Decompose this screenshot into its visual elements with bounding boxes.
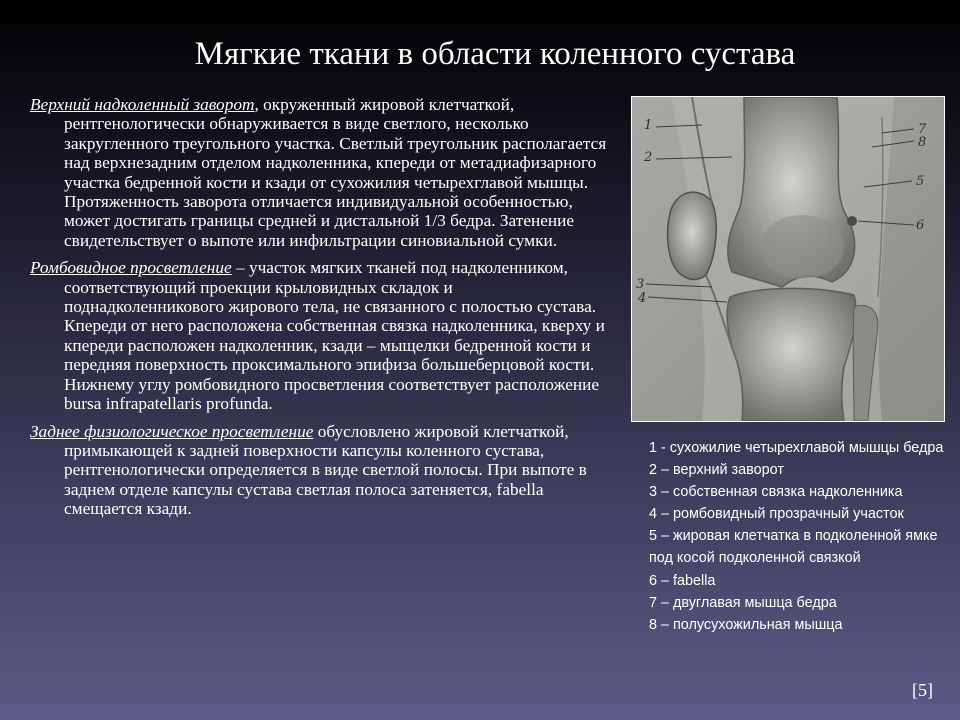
figure-label-8: 8: [918, 135, 927, 150]
paragraph-rhomboid: [30, 258, 610, 413]
figure-label-6: 6: [916, 218, 925, 233]
paragraph-text: , окруженный жировой клетчаткой, рентгенологически обнаруживается в виде светлого, несколько закругленного треугольного участка. Светлый треугольник располагается над верхнезадним отделом надколенника, кпереди от метадиафизарного участка бедренной кости и кзади от сухожилия четырехглавой мышцы. Протяженность заворота отличается индивидуальной особенностью, может достигать границы средней и дистальной 1/3 бедра. Затенение свидетельствует о выпоте или инфильтрации синовиальной сумки.: [64, 95, 607, 250]
legend-item: 3 – собственная связка надколенника: [649, 484, 903, 501]
figure-label-4: 4: [638, 291, 647, 306]
figure-label-3: 3: [636, 277, 645, 292]
legend-item: 8 – полусухожильная мышца: [649, 616, 843, 633]
legend-item: 6 – fabella: [649, 572, 716, 589]
legend-item: 7 – двуглавая мышца бедра: [649, 594, 837, 611]
legend-item: 1 - сухожилие четырехглавой мышцы бедра: [649, 440, 944, 456]
paragraph-suprapatellar: [30, 95, 610, 250]
reference-number: [5]: [912, 680, 933, 700]
paragraph-posterior: [30, 422, 610, 519]
knee-xray-figure: [631, 96, 945, 422]
figure-label-5: 5: [916, 174, 925, 189]
figure-legend: [649, 437, 955, 636]
figure-label-7: 7: [918, 122, 927, 137]
legend-item: 4 – ромбовидный прозрачный участок: [649, 506, 904, 523]
figure-label-1: 1: [644, 118, 653, 133]
term-suprapatellar-recess: Верхний надколенный заворот: [30, 95, 255, 114]
paragraph-text: – участок мягких тканей под надколенником, соответствующий проекции крыловидных складок и поднадколенникового жирового тела, не связанного с полостью сустава. Кпереди от него расположена собственная связка надколенника, кверху и кпереди расположен надколенник, кзади – мыщелки бедренной кости и передняя поверхность проксимального эпифиза большеберцовой кости. Нижнему углу ромбовидного просветления соответствует расположение bursa infrapatellaris profunda.: [64, 258, 605, 414]
figure-label-2: 2: [644, 150, 653, 165]
term-posterior-lucency: Заднее физиологическое просветление: [30, 421, 314, 441]
body-text: [30, 95, 610, 527]
legend-item: 5 – жировая клетчатка в подколенной ямке под косой подколенной связкой: [649, 528, 938, 567]
slide-title: Мягкие ткани в области коленного сустава: [194, 36, 796, 72]
knee-xray-drawing: [632, 97, 944, 421]
legend-item: 2 – верхний заворот: [649, 462, 784, 479]
paragraph-text: обусловлено жировой клетчаткой, примыкающей к задней поверхности капсулы коленного сустава, рентгенологически определяется в виде светлой полосы. При выпоте в заднем отделе капсулы сустава светлая полоса затеняется, fabella смещается кзади.: [64, 421, 587, 519]
term-rhomboid-lucency: Ромбовидное просветление: [30, 258, 232, 278]
